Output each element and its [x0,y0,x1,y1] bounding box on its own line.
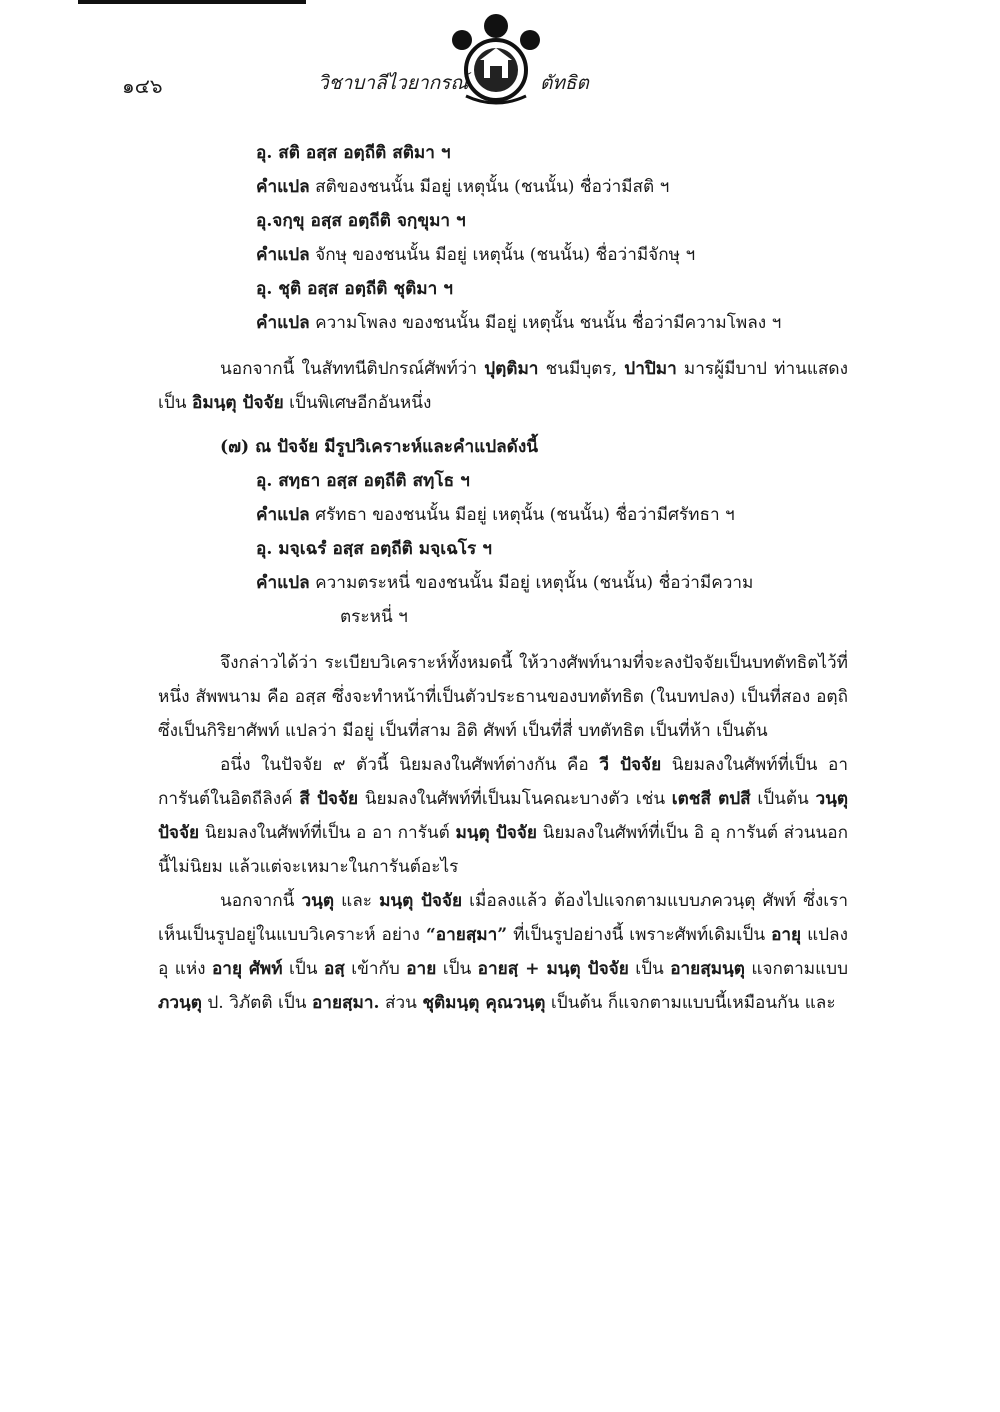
example-4-formula: อุ. สทฺธา อสฺส อตฺถีติ สทฺโธ ฯ [256,471,470,491]
book-title: วิชาบาลีไวยากรณ์ [318,72,468,94]
example-5-translation-continued: ตระหนี่ ฯ [340,607,408,627]
paragraph-1: นอกจากนี้ ในสัททนีติปกรณ์ศัพท์ว่า ปุตฺติมา ชนมีบุตร, ปาปิมา มารผู้มีบาป ท่านแสดงเป็น อิมนฺตุ ปัจจัย เป็นพิเศษอีกอันหนึ่ง [158,359,848,413]
seal-emblem-icon [440,12,552,112]
top-rule [78,0,306,4]
example-1-translation: คำแปล สติของชนนั้น มีอยู่ เหตุนั้น (ชนนั้น) ชื่อว่ามีสติ ฯ [256,177,670,197]
example-2-formula: อุ.จกฺขุ อสฺส อตฺถีติ จกฺขุมา ฯ [256,211,466,231]
example-3-translation: คำแปล ความโพลง ของชนนั้น มีอยู่ เหตุนั้น ชนนั้น ชื่อว่ามีความโพลง ฯ [256,313,782,333]
page-number: ๑๔๖ [122,74,163,98]
example-2-translation: คำแปล จักษุ ของชนนั้น มีอยู่ เหตุนั้น (ชนนั้น) ชื่อว่ามีจักษุ ฯ [256,245,696,265]
example-4-translation: คำแปล ศรัทธา ของชนนั้น มีอยู่ เหตุนั้น (ชนนั้น) ชื่อว่ามีศรัทธา ฯ [256,505,735,525]
example-3-formula: อุ. ชุติ อสฺส อตฺถีติ ชุติมา ฯ [256,279,453,299]
example-5-formula: อุ. มจฺเฉรํ อสฺส อตฺถีติ มจฺเฉโร ฯ [256,539,492,559]
page-body [158,136,848,1020]
example-1-formula: อุ. สติ อสฺส อตฺถีติ สติมา ฯ [256,143,451,163]
paragraph-4: นอกจากนี้ วนฺตุ และ มนฺตุ ปัจจัย เมื่อลงแล้ว ต้องไปแจกตามแบบภควนฺตุ ศัพท์ ซึ่งเราเห็นเป็นรูปอยู่ในแบบวิเคราะห์ อย่าง “อายสฺมา” ที่เป็นรูปอย่างนี้ เพราะศัพท์เดิมเป็น อายุ แปลง อุ แห่ง อายุ ศัพท์ เป็น อสฺ เข้ากับ อาย เป็น อายสฺ + มนฺตุ ปัจจัย เป็น อายสฺมนฺตุ แจกตามแบบ ภวนฺตุ ป. วิภัตติ เป็น อายสฺมา. ส่วน ชุติมนฺตุ คุณวนฺตุ เป็นต้น ก็แจกตามแบบนี้เหมือนกัน และ [158,891,848,1013]
example-5-translation: คำแปล ความตระหนี่ ของชนนั้น มีอยู่ เหตุนั้น (ชนนั้น) ชื่อว่ามีความ [256,573,754,593]
chapter-title: ตัทธิต [540,72,589,94]
page-header [0,60,1000,120]
paragraph-2: จึงกล่าวได้ว่า ระเบียบวิเคราะห์ทั้งหมดนี้ ให้วางศัพท์นามที่จะลงปัจจัยเป็นบทตัทธิตไว้ที่หนึ่ง สัพพนาม คือ อสฺส ซึ่งจะทำหน้าที่เป็นตัวประธานของบทตัทธิต (ในบทปลง) เป็นที่สอง อตฺถิ ซึ่งเป็นกิริยาศัพท์ แปลว่า มีอยู่ เป็นที่สาม อิติ ศัพท์ เป็นที่สี่ บทตัทธิต เป็นที่ห้า เป็นต้น [158,653,848,741]
section-7-heading: (๗) ณ ปัจจัย มีรูปวิเคราะห์และคำแปลดังนี้ [220,437,538,457]
paragraph-3: อนึ่ง ในปัจจัย ๙ ตัวนี้ นิยมลงในศัพท์ต่างกัน คือ วี ปัจจัย นิยมลงในศัพท์ที่เป็น อา การันต์ในอิตถีลิงค์ สี ปัจจัย นิยมลงในศัพท์ที่เป็นมโนคณะบางตัว เช่น เตชสี ตปสี เป็นต้น วนฺตุ ปัจจัย นิยมลงในศัพท์ที่เป็น อ อา การันต์ มนฺตุ ปัจจัย นิยมลงในศัพท์ที่เป็น อิ อุ การันต์ ส่วนนอกนี้ไม่นิยม แล้วแต่จะเหมาะในการันต์อะไร [158,755,848,877]
